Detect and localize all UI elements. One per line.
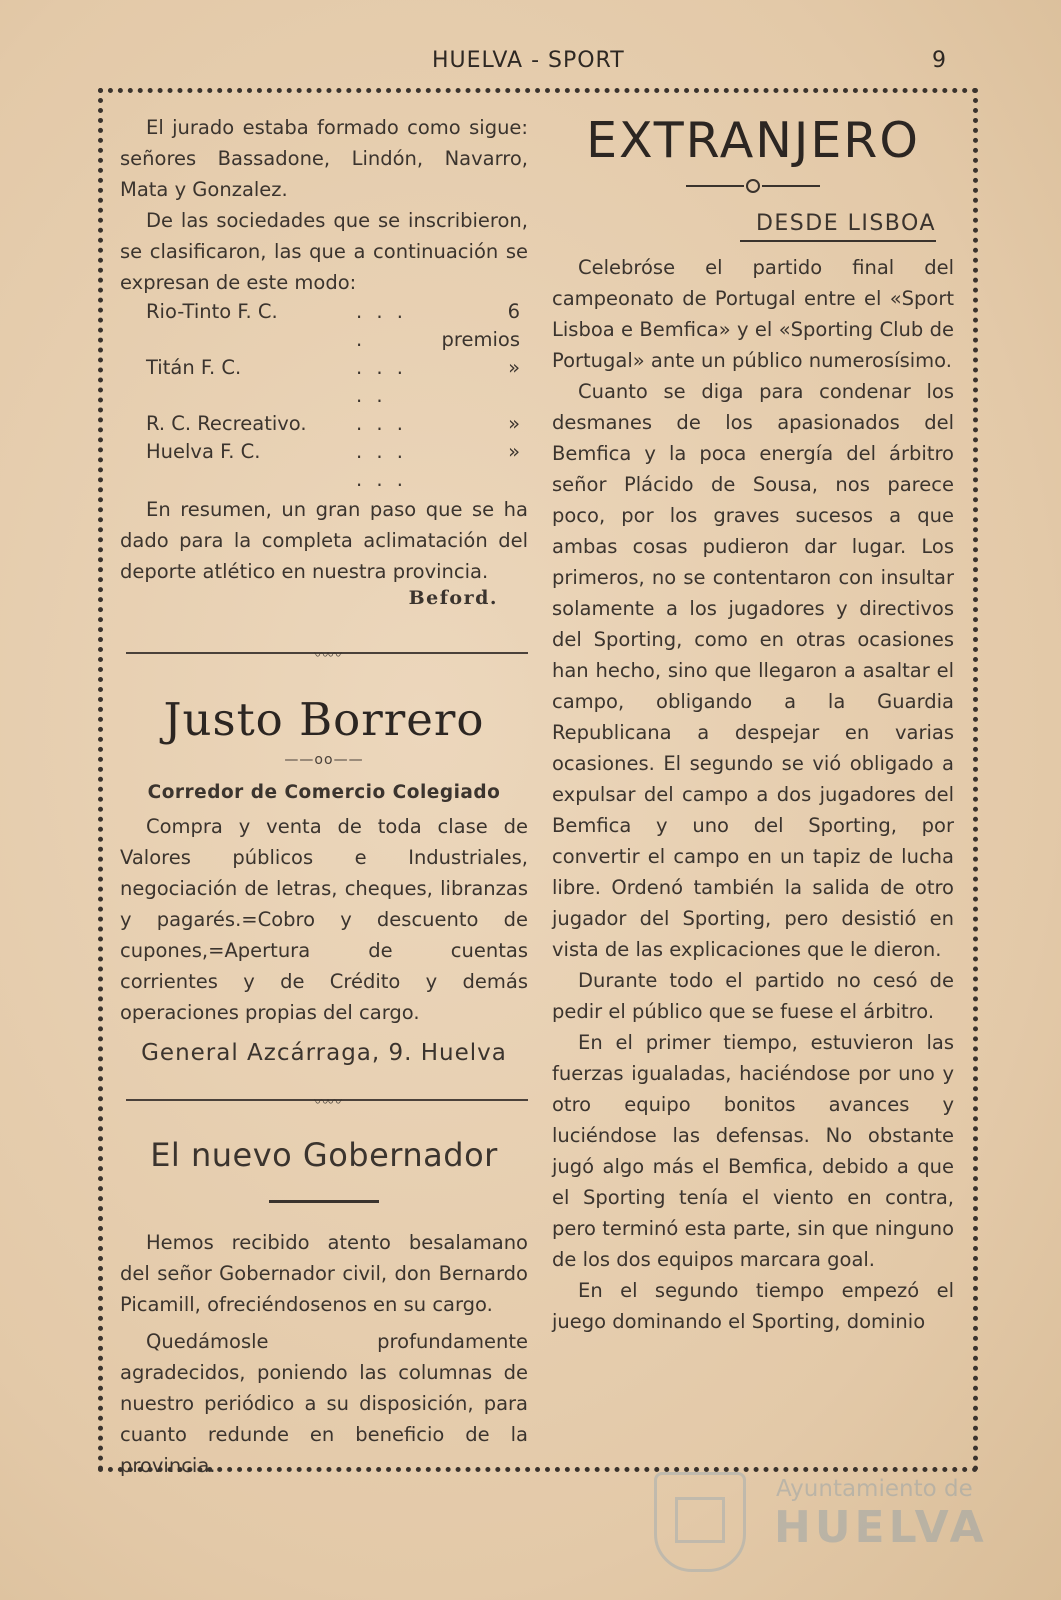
right-column bbox=[552, 112, 954, 1337]
ornament-line bbox=[762, 185, 820, 187]
page-number: 9 bbox=[932, 48, 946, 73]
ad-separator: ——oo—— bbox=[284, 752, 364, 768]
ornament-line bbox=[686, 185, 744, 187]
section-ornament bbox=[552, 179, 954, 193]
page-header bbox=[0, 44, 1061, 84]
subtitle-underline bbox=[740, 240, 936, 242]
ad-separator-mark: oo bbox=[314, 752, 334, 768]
resumen-paragraph: En resumen, un gran paso que se ha dado para la completa aclimatación del deporte atlético en nuestra provincia. bbox=[120, 498, 528, 583]
title-underline bbox=[269, 1200, 379, 1203]
list-item bbox=[120, 298, 528, 354]
shield-crest-icon bbox=[654, 1472, 746, 1572]
left-column bbox=[120, 112, 528, 1481]
watermark-line1: Ayuntamiento de bbox=[776, 1476, 973, 1502]
club-name: Huelva F. C. bbox=[146, 440, 261, 463]
publication-title: HUELVA - SPORT bbox=[432, 48, 625, 73]
jurado-paragraph: El jurado estaba formado como sigue: señores Bassadone, Lindón, Navarro, Mata y Gonzalez. bbox=[120, 116, 528, 201]
club-name: Titán F. C. bbox=[146, 356, 242, 379]
section-subtitle: DESDE LISBOA bbox=[755, 211, 936, 236]
watermark-line2: HUELVA bbox=[774, 1502, 988, 1553]
list-item bbox=[120, 354, 528, 410]
wave-ornament-icon: 〰〰 bbox=[313, 1093, 341, 1111]
article-paragraph: En el segundo tiempo empezó el juego dominando el Sporting, dominio bbox=[552, 1279, 954, 1333]
club-result: » bbox=[508, 356, 520, 379]
article-paragraph: Durante todo el partido no cesó de pedir el público que se fuese el árbitro. bbox=[552, 969, 954, 1023]
section-title: EXTRANJERO bbox=[586, 112, 920, 169]
ornamental-divider bbox=[126, 1092, 528, 1111]
gobernador-paragraph: Quedámosle profundamente agradecidos, poniendo las columnas de nuestro periódico a su disposición, para cuanto redunde en beneficio de la provincia. bbox=[120, 1330, 528, 1477]
club-result: » bbox=[508, 412, 520, 435]
leader-dots: . . . . . . bbox=[356, 440, 407, 491]
club-result: 6 premios bbox=[441, 300, 520, 351]
clasificacion-list bbox=[120, 298, 528, 494]
leader-dots: . . . bbox=[356, 412, 407, 435]
ad-title: Justo Borrero bbox=[163, 693, 485, 746]
gobernador-title: El nuevo Gobernador bbox=[150, 1136, 498, 1174]
ornamental-divider bbox=[126, 645, 528, 664]
ad-body: Compra y venta de toda clase de Valores públicos e Industriales, negociación de letras, cheques, libranzas y pagarés.=Cobro y descuento de cupones,=Apertura de cuentas corrientes y de Crédito y demás operaciones propias del cargo. bbox=[120, 815, 528, 1024]
crest-inner bbox=[675, 1497, 725, 1543]
club-result: » bbox=[508, 440, 520, 463]
article-paragraph: En el primer tiempo, estuvieron las fuerzas igualadas, haciéndose por uno y otro equipo bonitos avances y luciéndose las defensas. No obstante jugó algo más el Bemfica, debido a que el Sporting tenía el viento en contra, pero terminó esta parte, sin que ninguno de los dos equipos marcara goal. bbox=[552, 1031, 954, 1271]
list-item bbox=[120, 410, 528, 438]
list-item bbox=[120, 438, 528, 494]
ad-subtitle: Corredor de Comercio Colegiado bbox=[147, 782, 501, 803]
author-signature: Beford. bbox=[408, 587, 498, 609]
gobernador-paragraph: Hemos recibido atento besalamano del señor Gobernador civil, don Bernardo Picamill, ofreciéndosenos en su cargo. bbox=[120, 1231, 528, 1316]
clasificacion-paragraph: De las sociedades que se inscribieron, se clasificaron, las que a continuación se expresan de este modo: bbox=[120, 209, 528, 294]
circle-ornament-icon bbox=[746, 179, 760, 193]
watermark bbox=[654, 1470, 988, 1580]
ad-address: General Azcárraga, 9. Huelva bbox=[141, 1040, 507, 1066]
leader-dots: . . . . bbox=[356, 300, 407, 351]
leader-dots: . . . . . bbox=[356, 356, 407, 407]
club-name: R. C. Recreativo. bbox=[146, 412, 307, 435]
article-paragraph: Celebróse el partido final del campeonato de Portugal entre el «Sport Lisboa e Bemfica» y el «Sporting Club de Portugal» ante un público numerosísimo. bbox=[552, 256, 954, 372]
wave-ornament-icon: 〰〰 bbox=[313, 646, 341, 664]
article-paragraph: Cuanto se diga para condenar los desmanes de los apasionados del Bemfica y la poca energía del árbitro señor Plácido de Sousa, nos parece poco, por los graves sucesos a que ambas cosas pudieron dar lugar. Los primeros, no se contentaron con insultar solamente a los jugadores y directivos del Sporting, como en otras ocasiones han hecho, sino que llegaron a asaltar el campo, obligando a la Guardia Republicana a despejar en varias ocasiones. El segundo se vió obligado a expulsar del campo a dos jugadores del Bemfica y uno del Sporting, por convertir el campo en un tapiz de lucha libre. Ordenó también la salida de otro jugador del Sporting, pero desistió en vista de las explicaciones que le dieron. bbox=[552, 380, 954, 961]
club-name: Rio-Tinto F. C. bbox=[146, 300, 278, 323]
